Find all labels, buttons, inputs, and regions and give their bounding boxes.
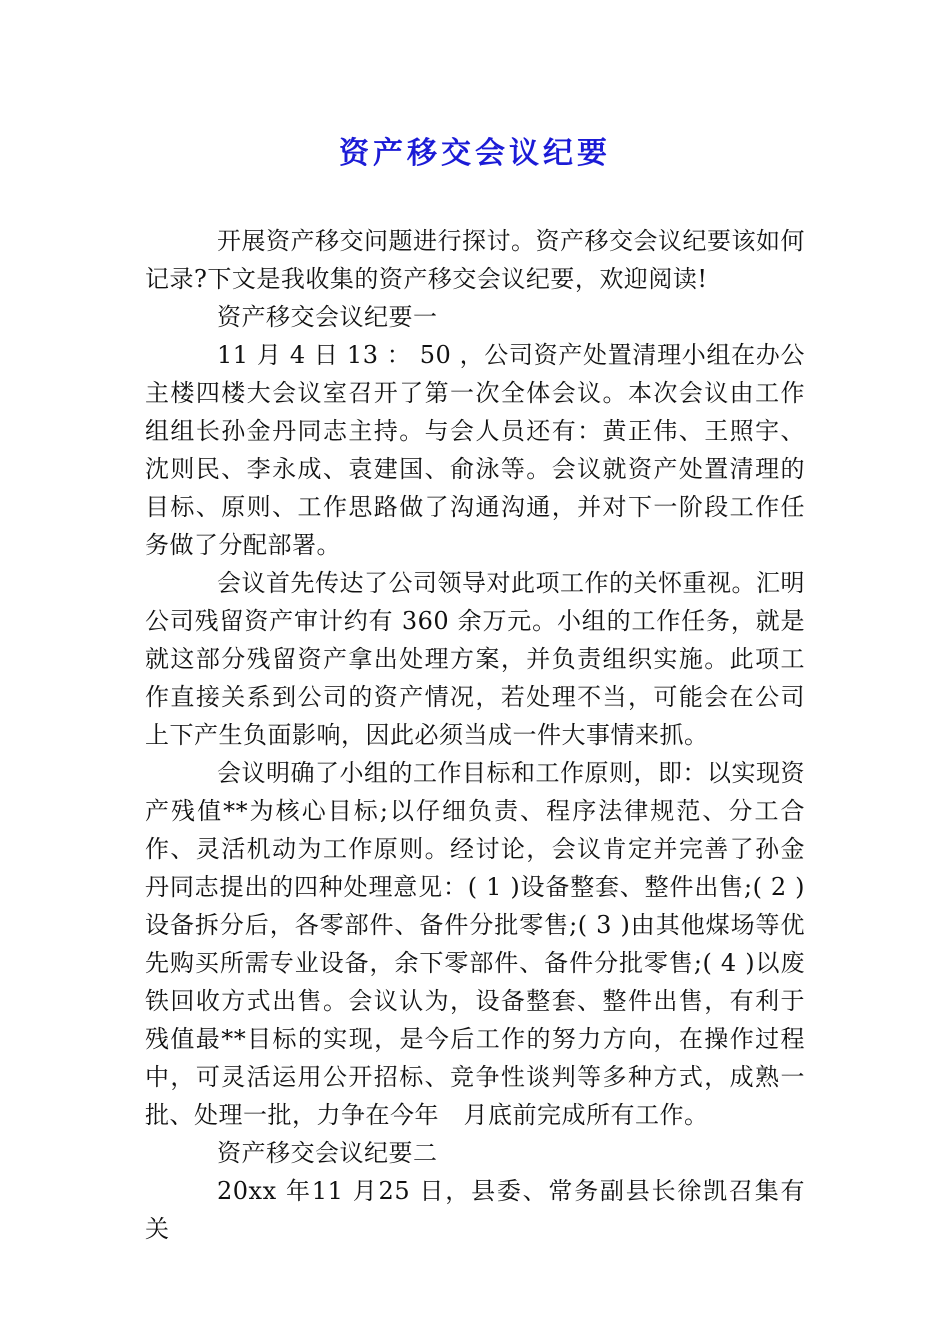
document-body: [145, 222, 805, 1248]
meeting-paragraph: 20xx 年11 月25 日，县委、常务副县长徐凯召集有关: [145, 1177, 805, 1243]
section-heading-2: 资产移交会议纪要二: [217, 1139, 438, 1167]
meeting-paragraph: 会议首先传达了公司领导对此项工作的关怀重视。汇明公司残留资产审计约有 360 余万元。小组的工作任务，就是就这部分残留资产拿出处理方案，并负责组织实施。此项工作直接关系到公司的资产情况，若处理不当，可能会在公司上下产生负面影响，因此必须当成一件大事情来抓。: [145, 569, 805, 749]
meeting-paragraph: 会议明确了小组的工作目标和工作原则，即：以实现资产残值**为核心目标;以仔细负责、程序法律规范、分工合作、灵活机动为工作原则。经讨论，会议肯定并完善了孙金丹同志提出的四种处理意见：( 1 )设备整套、整件出售;( 2 )设备拆分后，各零部件、备件分批零售;( 3 )由其他煤场等优先购买所需专业设备，余下零部件、备件分批零售;( 4 )以废铁回收方式出售。会议认为，设备整套、整件出售，有利于残值最**目标的实现，是今后工作的努力方向，在操作过程中，可灵活运用公开招标、竞争性谈判等多种方式，成熟一批、处理一批，力争在今年 月底前完成所有工作。: [145, 759, 805, 1129]
meeting-paragraph: 11 月 4 日 13 ： 50 ，公司资产处置清理小组在办公主楼四楼大会议室召开了第一次全体会议。本次会议由工作组组长孙金丹同志主持。与会人员还有：黄正伟、王照宇、沈则民、李永成、袁建国、俞泳等。会议就资产处置清理的目标、原则、工作思路做了沟通沟通，并对下一阶段工作任务做了分配部署。: [145, 341, 805, 559]
intro-paragraph: 开展资产移交问题进行探讨。资产移交会议纪要该如何记录?下文是我收集的资产移交会议纪要，欢迎阅读!: [145, 227, 805, 293]
document-title: 资产移交会议纪要: [339, 136, 611, 171]
section-heading-1: 资产移交会议纪要一: [217, 303, 438, 331]
